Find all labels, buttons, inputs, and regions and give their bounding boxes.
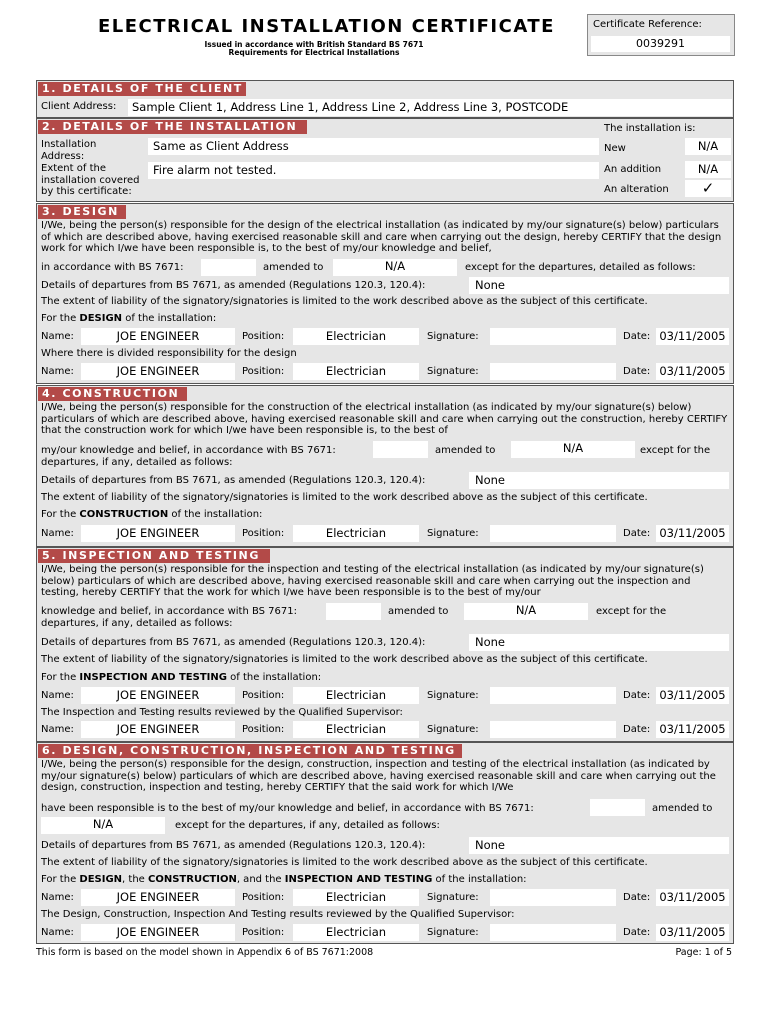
design-liability-text: The extent of liability of the signatory/signatories is limited to the work described above as the subject of this certificate. [41,296,648,307]
design-position-field[interactable]: Electrician [293,363,419,380]
combined-name-field[interactable]: JOE ENGINEER [81,889,235,906]
inspection-departures-field[interactable]: None [469,634,729,651]
design-accordance-label: in accordance with BS 7671: [41,262,184,273]
supervisor-position-field[interactable]: Electrician [293,721,419,738]
construction-signature-field[interactable] [490,525,616,542]
design-date-field[interactable]: 03/11/2005 [656,363,729,380]
combined-reviewed-text: The Design, Construction, Inspection And Testing results reviewed by the Qualified Supervisor: [41,909,515,920]
combined-departures-field[interactable]: None [469,837,729,854]
section-heading-client: 1. DETAILS OF THE CLIENT [38,82,246,96]
combined-position-field[interactable]: Electrician [293,889,419,906]
design-name-field[interactable]: JOE ENGINEER [81,328,235,345]
design-divided-text: Where there is divided responsibility for the design [41,348,297,359]
combined-except-label: except for the departures, if any, detailed as follows: [175,820,440,831]
addition-label: An addition [604,164,662,175]
section-heading-construction: 4. CONSTRUCTION [38,387,187,401]
construction-name-label: Name: [41,528,74,539]
section-heading-installation: 2. DETAILS OF THE INSTALLATION [38,120,307,134]
supervisor-date-field[interactable]: 03/11/2005 [656,721,729,738]
design-signature-label: Signature: [427,366,479,377]
construction-except-label: except for the [640,445,711,456]
client-address-label: Client Address: [41,101,117,112]
section-installation [36,118,734,202]
combined-departures-label: Details of departures from BS 7671, as amended (Regulations 120.3, 120.4): [41,840,426,851]
design-for-the-label: For the DESIGN of the installation: [41,313,217,324]
inspection-date-field[interactable]: 03/11/2005 [656,687,729,704]
inspection-date-label: Date: [623,690,651,701]
section-design [36,203,734,384]
new-label: New [604,143,626,154]
design-name-label: Name: [41,366,74,377]
design-date-field[interactable]: 03/11/2005 [656,328,729,345]
installation-address-label: Installation Address: [41,139,97,162]
certificate-reference-box [587,14,735,56]
certificate-title: ELECTRICAL INSTALLATION CERTIFICATE [98,16,555,37]
inspection-liability-text: The extent of liability of the signatory/signatories is limited to the work described above as the subject of this certificate. [41,654,648,665]
combined-statement: I/We, being the person(s) responsible for the design, construction, inspection and testing of the electrical installation (as indicated by my/our signature(s) below) particulars of which are described above, having exercised reasonable skill and care when carrying out the design, construction, inspection and testing, hereby CERTIFY that the said work for which I/We [41,759,716,793]
combined-position-label: Position: [242,892,285,903]
design-signature-field[interactable] [490,363,616,380]
design-position-label: Position: [242,366,285,377]
combined-supervisor-signature-field[interactable] [490,924,616,941]
footer-note: This form is based on the model shown in Appendix 6 of BS 7671:2008 [36,947,374,958]
supervisor-name-label: Name: [41,724,74,735]
extent-field[interactable]: Fire alarm not tested. [148,162,599,179]
construction-liability-text: The extent of liability of the signatory/signatories is limited to the work described above as the subject of this certificate. [41,492,648,503]
combined-for-the-label: For the DESIGN, the CONSTRUCTION, and the INSPECTION AND TESTING of the installation: [41,874,527,885]
section-inspection-testing [36,547,734,742]
construction-statement: I/We, being the person(s) responsible for the construction of the electrical installation (as indicated by my/our signature(s) below) particulars of which are described above, having exercised reasonable skill and care when carrying out the construction, hereby CERTIFY that the construction work for which I/we have been responsible is, to the best of [41,402,728,436]
alteration-checkmark-icon[interactable]: ✓ [685,180,731,197]
subtitle-requirements: Requirements for Electrical Installations [228,48,400,57]
inspection-statement: I/We, being the person(s) responsible for the inspection and testing of the electrical installation (as indicated by my/our signature(s) below) particulars of which are described above, having exercised reasonable skill and care when carrying out the inspection and testing, hereby CERTIFY that the work for which I/we have been responsible is to the best of my/our [41,564,704,598]
section-combined [36,742,734,944]
supervisor-date-label: Date: [623,724,651,735]
design-signature-label: Signature: [427,331,479,342]
design-amended-label: amended to [263,262,324,273]
design-position-field[interactable]: Electrician [293,328,419,345]
certificate-reference-label: Certificate Reference: [593,19,702,30]
combined-supervisor-position-field[interactable]: Electrician [293,924,419,941]
page-number: Page: 1 of 5 [675,947,732,958]
construction-accordance-label: my/our knowledge and belief, in accordance with BS 7671: [41,445,336,456]
construction-position-field[interactable]: Electrician [293,525,419,542]
inspection-name-field[interactable]: JOE ENGINEER [81,687,235,704]
new-field[interactable]: N/A [685,138,731,155]
design-date-label: Date: [623,366,651,377]
design-except-label: except for the departures, detailed as follows: [465,262,696,273]
design-date-label: Date: [623,331,651,342]
combined-bs-edition-field[interactable] [590,799,645,816]
combined-date-label: Date: [623,892,651,903]
construction-position-label: Position: [242,528,285,539]
extent-label: Extent of the installation covered by this certificate: [41,163,140,197]
inspection-signature-label: Signature: [427,690,479,701]
combined-name-label: Name: [41,892,74,903]
combined-supervisor-name-field[interactable]: JOE ENGINEER [81,924,235,941]
supervisor-signature-field[interactable] [490,721,616,738]
inspection-except-label: except for the [596,606,667,617]
combined-supervisor-date-field[interactable]: 03/11/2005 [656,924,729,941]
inspection-amended-field[interactable]: N/A [464,603,588,620]
alteration-label: An alteration [604,184,669,195]
subtitle-standard: Issued in accordance with British Standard BS 7671 [204,40,424,49]
supervisor-signature-label: Signature: [427,724,479,735]
combined-date-field[interactable]: 03/11/2005 [656,889,729,906]
combined-signature-field[interactable] [490,889,616,906]
combined-signature-label: Signature: [427,892,479,903]
inspection-bs-edition-field[interactable] [326,603,381,620]
addition-field[interactable]: N/A [685,161,731,178]
construction-for-the-label: For the CONSTRUCTION of the installation: [41,509,263,520]
design-bs-edition-field[interactable] [201,259,256,276]
construction-amended-field[interactable]: N/A [511,441,635,458]
certificate-reference-value[interactable]: 0039291 [591,36,730,52]
combined-liability-text: The extent of liability of the signatory/signatories is limited to the work described above as the subject of this certificate. [41,857,648,868]
inspection-departures-label: Details of departures from BS 7671, as amended (Regulations 120.3, 120.4): [41,637,426,648]
design-departures-label: Details of departures from BS 7671, as amended (Regulations 120.3, 120.4): [41,280,426,291]
construction-amended-label: amended to [435,445,496,456]
design-name-field[interactable]: JOE ENGINEER [81,363,235,380]
installation-is-label: The installation is: [604,123,696,134]
combined-supervisor-position-label: Position: [242,927,285,938]
construction-signature-label: Signature: [427,528,479,539]
construction-date-field[interactable]: 03/11/2005 [656,525,729,542]
construction-departures-field[interactable]: None [469,472,729,489]
inspection-departures-if-any: departures, if any, detailed as follows: [41,618,233,629]
design-name-label: Name: [41,331,74,342]
installation-address-field[interactable]: Same as Client Address [148,138,599,155]
inspection-amended-label: amended to [388,606,449,617]
section-client [36,80,734,118]
combined-accordance-label: have been responsible is to the best of my/our knowledge and belief, in accordance with BS 7671: [41,803,534,814]
combined-supervisor-date-label: Date: [623,927,651,938]
design-amended-field[interactable]: N/A [333,259,457,276]
combined-supervisor-name-label: Name: [41,927,74,938]
supervisor-name-field[interactable]: JOE ENGINEER [81,721,235,738]
inspection-name-label: Name: [41,690,74,701]
construction-name-field[interactable]: JOE ENGINEER [81,525,235,542]
combined-amended-label: amended to [652,803,713,814]
inspection-reviewed-text: The Inspection and Testing results reviewed by the Qualified Supervisor: [41,707,403,718]
section-heading-combined: 6. DESIGN, CONSTRUCTION, INSPECTION AND TESTING [38,744,462,758]
section-construction [36,385,734,547]
section-heading-design: 3. DESIGN [38,205,126,219]
inspection-position-label: Position: [242,690,285,701]
inspection-position-field[interactable]: Electrician [293,687,419,704]
construction-date-label: Date: [623,528,651,539]
design-statement: I/We, being the person(s) responsible for the design of the electrical installation (as indicated by my/our signature(s) below) particulars of which are described above, having exercised reasonable skill and care when carrying out the design, hereby CERTIFY that the design work for which I/we have been responsible is, to the best of my/our knowledge and belief, [41,220,722,254]
inspection-accordance-label: knowledge and belief, in accordance with BS 7671: [41,606,298,617]
combined-amended-field[interactable]: N/A [41,817,165,834]
construction-bs-edition-field[interactable] [373,441,428,458]
inspection-for-the-label: For the INSPECTION AND TESTING of the installation: [41,672,322,683]
section-heading-inspection-testing: 5. INSPECTION AND TESTING [38,549,270,563]
supervisor-position-label: Position: [242,724,285,735]
design-departures-field[interactable]: None [469,277,729,294]
client-address-field[interactable]: Sample Client 1, Address Line 1, Address Line 2, Address Line 3, POSTCODE [128,99,732,116]
design-position-label: Position: [242,331,285,342]
combined-supervisor-signature-label: Signature: [427,927,479,938]
construction-departures-label: Details of departures from BS 7671, as amended (Regulations 120.3, 120.4): [41,475,426,486]
construction-departures-if-any: departures, if any, detailed as follows: [41,457,233,468]
inspection-signature-field[interactable] [490,687,616,704]
design-signature-field[interactable] [490,328,616,345]
